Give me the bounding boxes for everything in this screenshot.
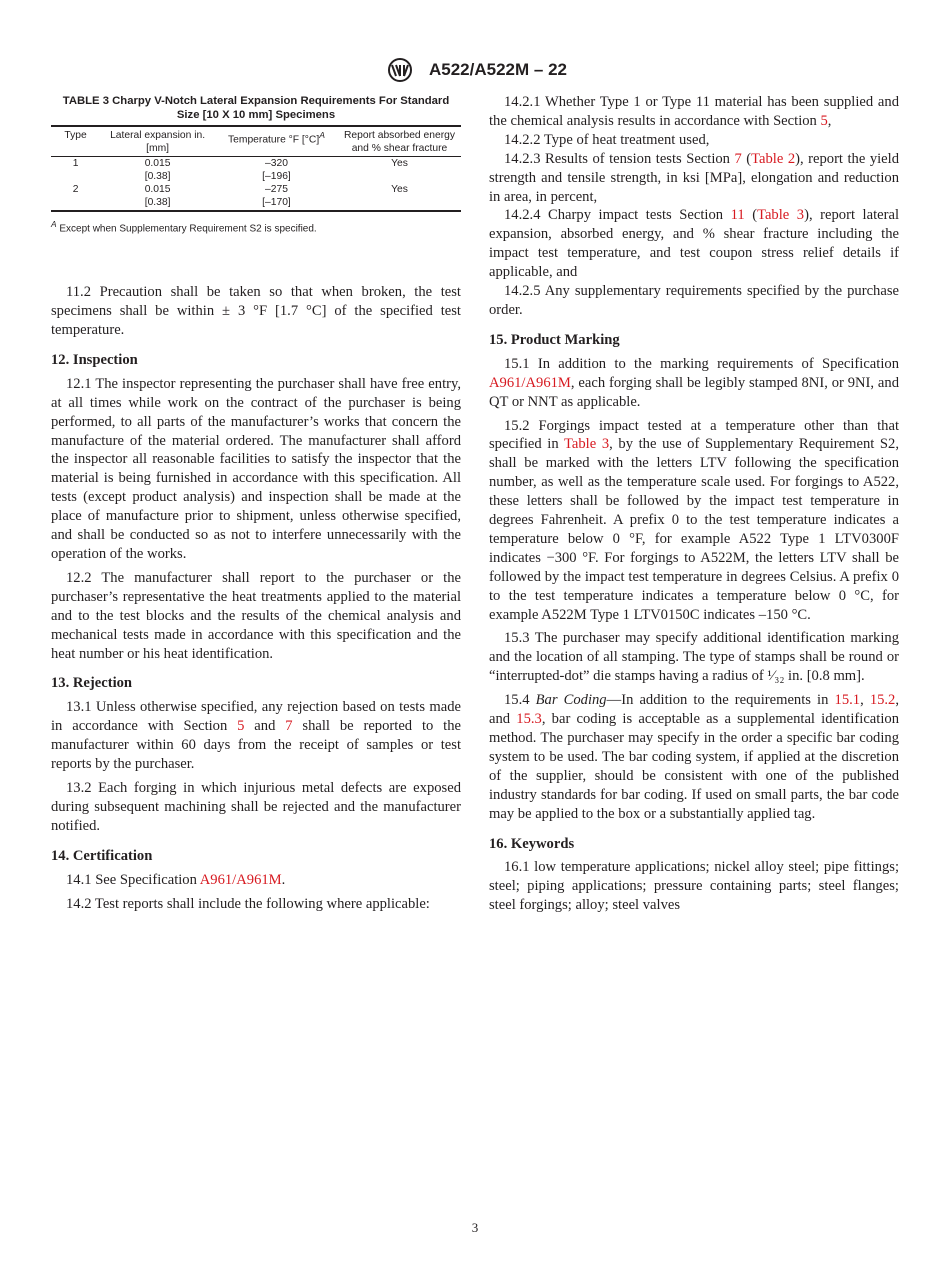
text-run: 13.1 Unless otherwise specified, any rejection based on tests made in accordance with Section	[51, 699, 461, 735]
table-cell: [–196]	[262, 171, 291, 182]
section-heading: 14. Certification	[51, 847, 153, 864]
paragraph	[489, 282, 899, 320]
page-header	[0, 57, 950, 83]
text-run: , by the use of Supplementary Requirement S2, shall be marked with the letters LTV following the specification number, as well as the temperature scale used. For forgings to A522, these letters shall be followed by the impact test temperature in degrees Fahrenheit. A prefix 0 to the test temperature indicates a temperature below 0 °F, for example A522 Type 1 LTV0300F indicates −300 °F. For forgings to A522M, the letters LTV shall be followed by the impact test temperature in degrees Celsius. A prefix 0 to the test temperature indicates a temperature below 0 °C, for example A522M Type 1 LTV0150C indicates –150 °C.	[489, 436, 899, 623]
text-run: 15.3 The purchaser may specify additional identification marking and the location of all stamping. The type of stamps shall be round or “interrupted-dot” die stamps having a radius of ¹⁄₃₂ in. [0.8 mm].	[489, 630, 899, 685]
paragraph	[51, 283, 461, 340]
text-run: —In addition to the requirements in	[606, 692, 835, 709]
italic-run-in-heading: Bar Coding	[535, 692, 607, 709]
text-run: ), report the yield strength and tensile strength, in ksi [MPa], elongation and reduction in area, in percent,	[489, 150, 899, 205]
text-run: ,	[827, 112, 832, 129]
table-cell: [–170]	[215, 196, 338, 211]
text-run: ), report lateral expansion, absorbed energy, and % shear fracture including the impact test temperature, and test coupon stress relief details if applicable, and	[489, 207, 900, 281]
table-cell	[51, 170, 100, 183]
paragraph	[489, 417, 899, 625]
text-run: and	[244, 718, 286, 735]
text-run: , each forging shall be legibly stamped 8NI, or 9NI, and QT or NNT as applicable.	[489, 374, 899, 410]
text-run: 11.2 Precaution shall be taken so that when broken, the test specimens shall be within ± 3 °F [1.7 °C] of the specified test temperature.	[51, 284, 461, 339]
cross-reference-link[interactable]: Table 3	[564, 436, 610, 453]
column-header: Type	[51, 126, 100, 157]
paragraph	[489, 629, 899, 686]
table-cell: [0.38]	[144, 171, 171, 182]
section-heading: 12. Inspection	[51, 351, 138, 368]
text-run: 15.4	[504, 692, 536, 709]
text-run: (	[744, 207, 758, 224]
cross-reference-link[interactable]: 15.3	[516, 711, 542, 728]
text-run: (	[741, 150, 752, 167]
charpy-table	[51, 125, 461, 212]
text-run: 14.2.5 Any supplementary requirements specified by the purchase order.	[489, 283, 899, 318]
table-cell	[338, 196, 461, 211]
cross-reference-link[interactable]: 5	[820, 112, 828, 129]
text-run: ,	[860, 692, 870, 709]
text-run: 16.1 low temperature applications; nickel alloy steel; pipe fittings; steel; piping applications; pressure containing parts; steel flanges; steel forgings; alloy; steel valves	[489, 859, 899, 914]
table-cell	[338, 170, 461, 183]
text-run: 15.1 In addition to the marking requirements of Specification	[504, 355, 899, 372]
column-header: Report absorbed energy and % shear fracture	[338, 126, 461, 157]
table-row	[51, 170, 461, 183]
cross-reference-link[interactable]: 7	[734, 150, 742, 167]
cross-reference-link[interactable]: 15.2	[869, 692, 896, 709]
page-number: 3	[471, 1220, 479, 1235]
table-cell: [0.38]	[100, 196, 215, 211]
cross-reference-link[interactable]: A961/A961M	[199, 871, 282, 888]
paragraph	[51, 779, 461, 836]
paragraph	[489, 131, 899, 150]
paragraph	[51, 698, 461, 774]
paragraph	[51, 871, 461, 890]
paragraph	[489, 93, 899, 131]
table-row	[51, 196, 461, 211]
text-run: 13.2 Each forging in which injurious metal defects are exposed during subsequent machining shall be rejected and the manufacturer notified.	[51, 779, 461, 834]
text-run: 15.2 Forgings impact tested at a temperature other than that specified in	[489, 417, 899, 453]
section-heading: 15. Product Marking	[489, 331, 620, 348]
table-cell: Yes	[391, 158, 408, 169]
paragraph	[489, 150, 899, 207]
section-heading: 16. Keywords	[489, 835, 575, 852]
paragraph	[489, 691, 899, 823]
text-run: , and	[489, 692, 900, 728]
table-row	[51, 183, 461, 196]
column-header: Temperature °F $[^\circ C]^A$	[215, 126, 338, 157]
table-cell: –320	[265, 158, 288, 169]
table-3	[51, 94, 461, 239]
table-title: TABLE 3 Charpy V-Notch Lateral Expansion Requirements For Standard Size [10 X 10 mm] Specimens	[62, 95, 450, 121]
right-body-text	[489, 93, 899, 915]
column-header: Lateral expansion in. [mm]	[100, 126, 215, 157]
text-run: 14.2 Test reports shall include the following where applicable:	[66, 895, 430, 912]
cross-reference-link[interactable]: 11	[730, 207, 745, 224]
table-cell: –275	[265, 184, 288, 195]
table-cell: 2	[72, 184, 79, 195]
table-row	[51, 157, 461, 171]
text-run: 14.2.3 Results of tension tests Section	[504, 150, 735, 167]
paragraph	[489, 355, 899, 412]
text-run: 14.2.2 Type of heat treatment used,	[504, 131, 710, 148]
paragraph	[51, 375, 461, 564]
text-run: 14.1 See Specification	[66, 871, 200, 888]
left-body-text	[51, 283, 461, 913]
paragraph	[51, 569, 461, 664]
paragraph	[489, 858, 899, 915]
left-column	[51, 94, 461, 918]
cross-reference-link[interactable]: 7	[285, 718, 293, 735]
cross-reference-link[interactable]: 15.1	[834, 692, 861, 709]
section-heading: 13. Rejection	[51, 675, 133, 692]
text-run: 14.2.1 Whether Type 1 or Type 11 material has been supplied and the chemical analysis results in accordance with Section	[489, 94, 899, 129]
table-cell: Yes	[391, 184, 408, 195]
cross-reference-link[interactable]: Table 3	[757, 207, 805, 224]
text-run: , bar coding is acceptable as a supplemental identification method. The purchaser may specify in the order a specific bar coding system to be used. The bar coding system, if applied at the discretion of the supplier, should be consistent with one of the published industry standards for bar coding. If used on small parts, the bar code may be applied to the box or a substantially applied tag.	[489, 711, 899, 822]
cross-reference-link[interactable]: A961/A961M	[489, 374, 571, 391]
text-run: 12.1 The inspector representing the purchaser shall have free entry, at all times while work on the contract of the purchaser is being performed, to all parts of the manufacturer’s works that concern the manufacture of the material ordered. The manufacturer shall afford the inspector all reasonable facilities to satisfy the inspector that the material is being furnished in accordance with this specification. All tests (except product analysis) and inspection shall be made at the place of manufacture prior to shipment, unless otherwise specified, and shall be conducted so as not to interfere unnecessarily with the operation of the works.	[51, 375, 461, 563]
table-cell: 0.015	[144, 184, 171, 195]
cross-reference-link[interactable]: 5	[237, 718, 245, 735]
astm-logo-icon	[383, 57, 417, 83]
text-run: 12.2 The manufacturer shall report to the purchaser or the purchaser’s representative the heat treatments applied to the material and to the test blocks and the results of the chemical analysis and mechanical tests made in accordance with this specification and the heat number or his heat identification.	[51, 569, 461, 662]
text-run: 14.2.4 Charpy impact tests Section	[504, 207, 731, 224]
text-run: .	[281, 871, 286, 888]
cross-reference-link[interactable]: Table 2	[751, 150, 796, 167]
right-column	[489, 94, 899, 920]
document-designation: A522/A522M – 22	[429, 60, 567, 79]
table-cell: 0.015	[144, 158, 171, 169]
paragraph	[51, 895, 461, 914]
text-run: shall be reported to the manufacturer within 60 days from the receipt of samples or test reports by the purchaser.	[51, 718, 461, 773]
table-footnote: $^A$ Except when Supplementary Requirement S2 is specified.	[51, 219, 317, 235]
paragraph	[489, 206, 899, 282]
table-cell	[51, 196, 100, 211]
table-cell: 1	[72, 158, 79, 169]
